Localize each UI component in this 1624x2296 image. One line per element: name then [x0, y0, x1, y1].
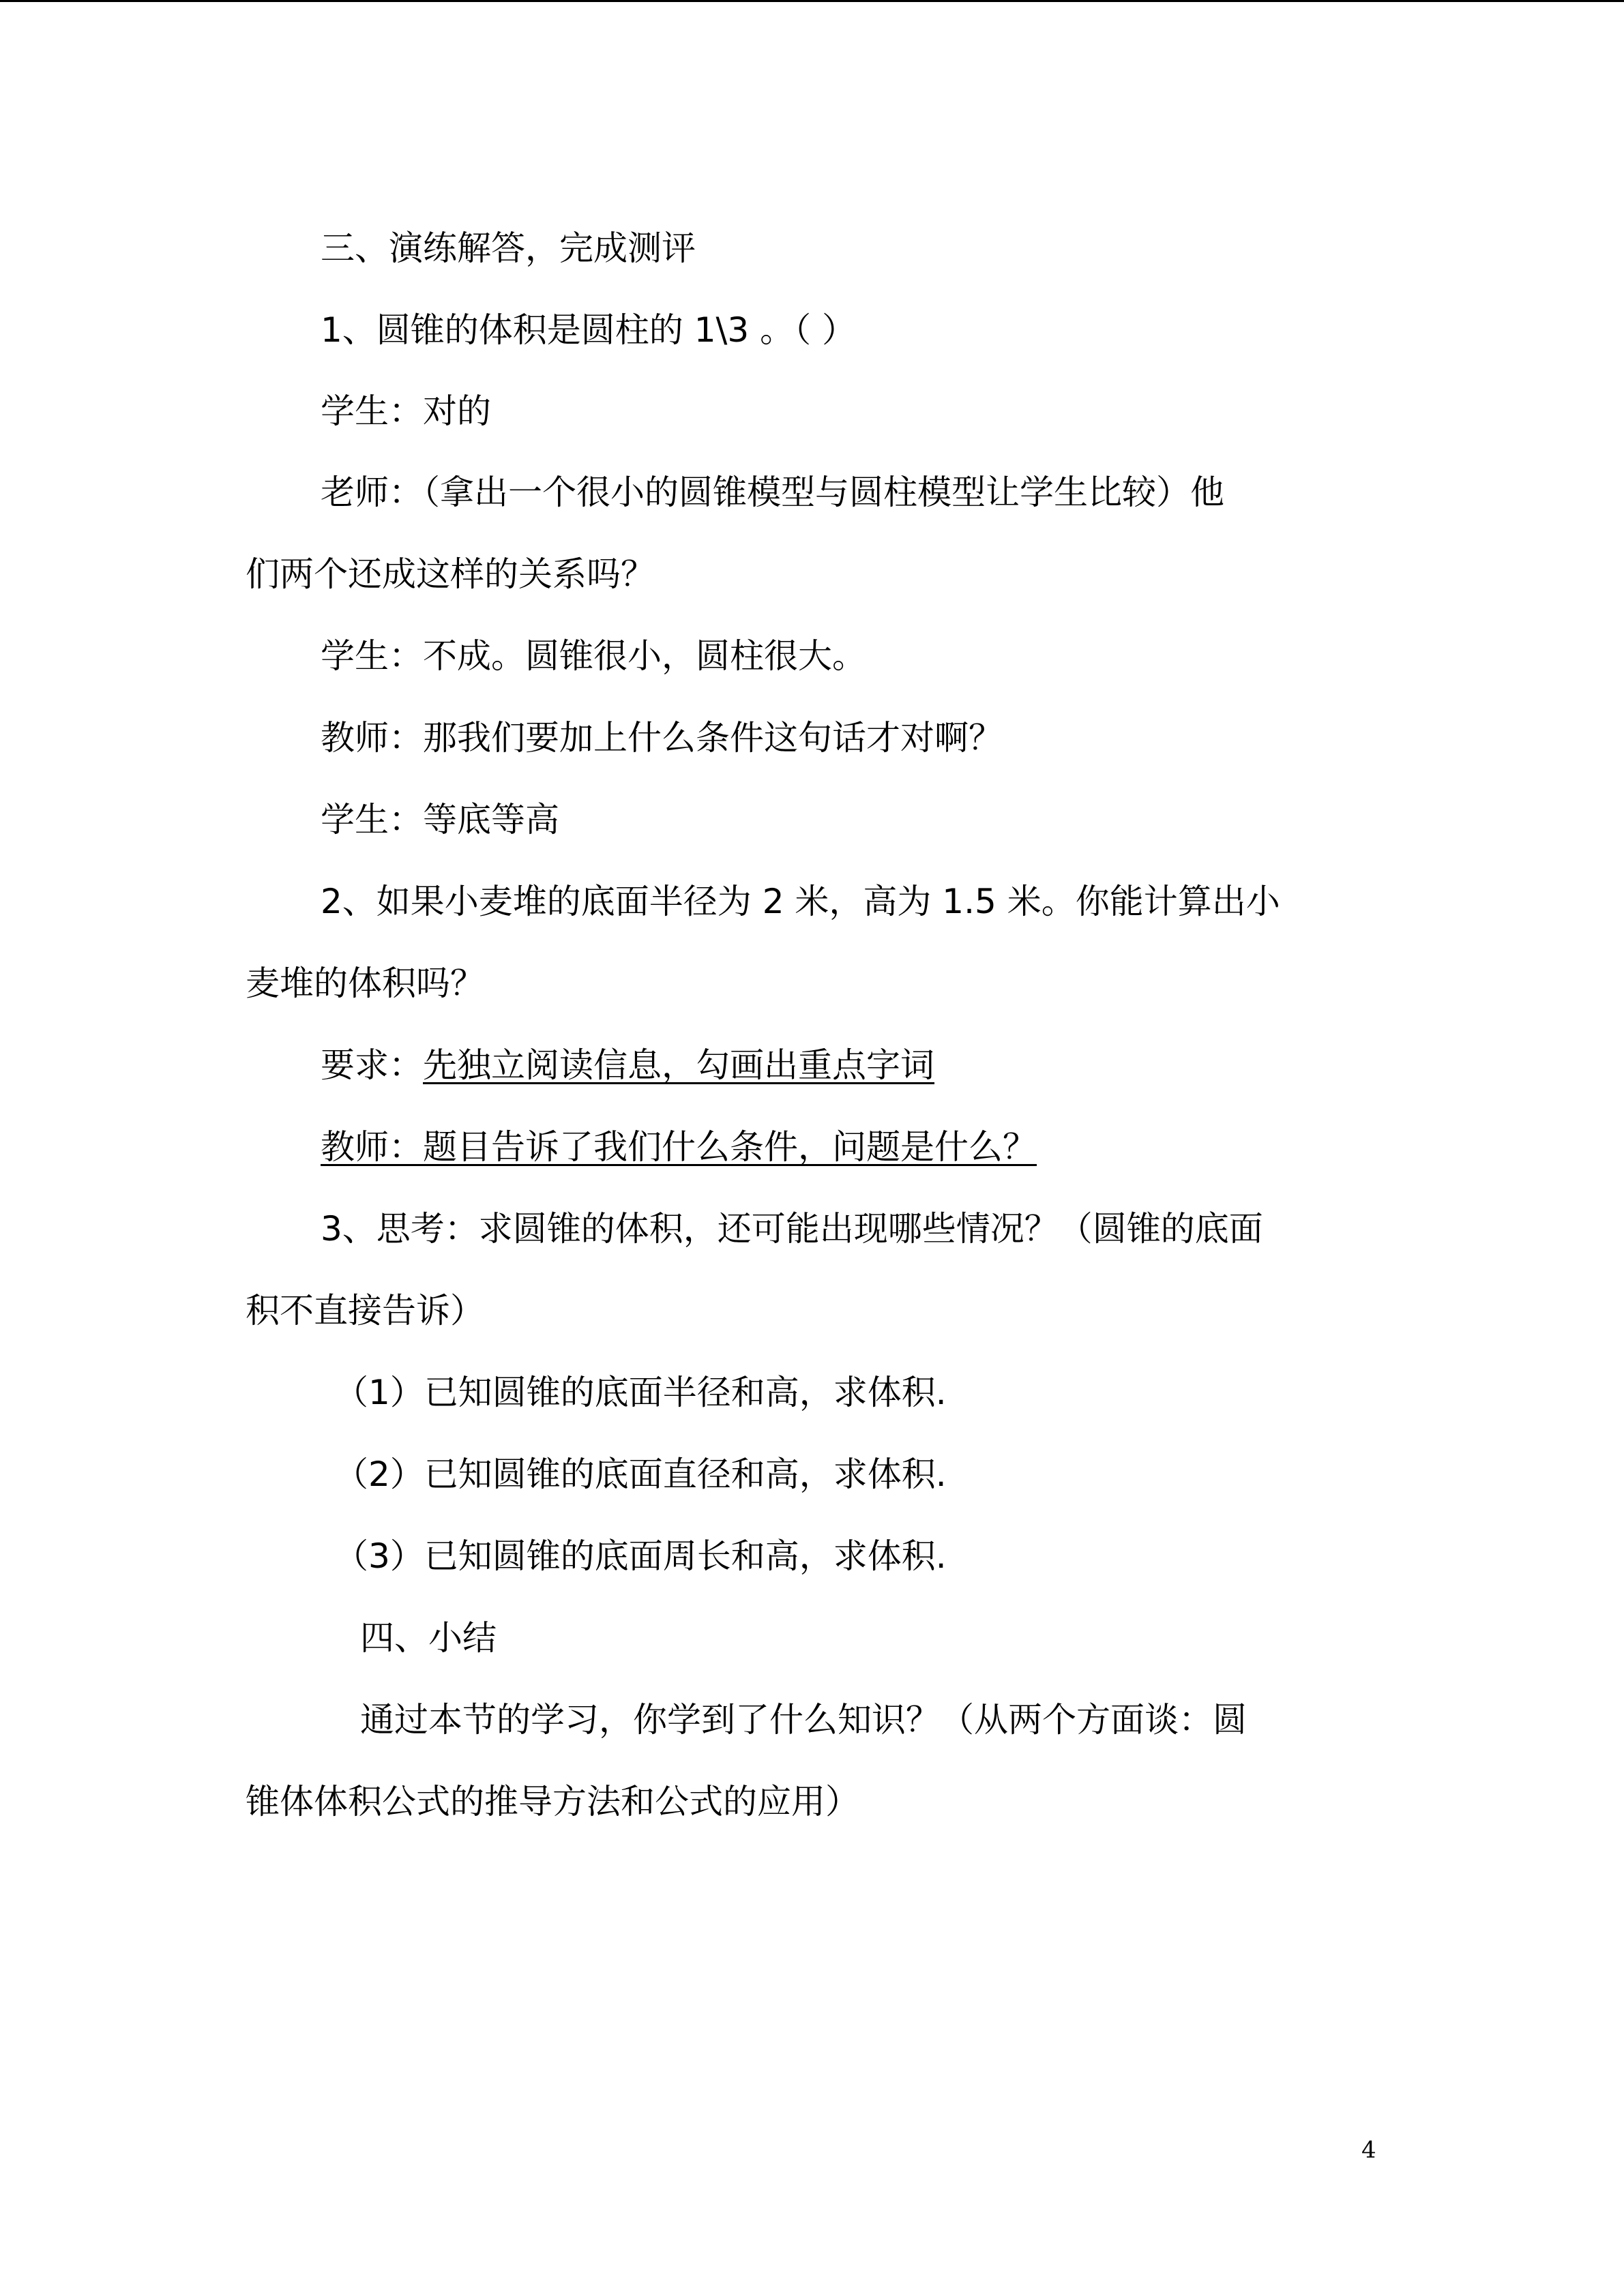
teacher-question-2: 教师：那我们要加上什么条件这句话才对啊？ [321, 718, 1003, 758]
question-2: 2、如果小麦堆的底面半径为 2 米，高为 1.5 米。你能计算出小 [321, 882, 1280, 921]
section-heading-summary: 四、小结 [360, 1618, 497, 1658]
section-heading-practice: 三、演练解答，完成测评 [321, 228, 696, 268]
teacher-question-1: 老师：（拿出一个很小的圆锥模型与圆柱模型让学生比较）他 [321, 473, 1224, 512]
case-2: （2）已知圆锥的底面直径和高，求体积. [334, 1455, 947, 1494]
case-1: （1）已知圆锥的底面半径和高，求体积. [334, 1373, 947, 1412]
question-2-cont: 麦堆的体积吗？ [246, 964, 484, 1003]
student-answer-3: 学生：等底等高 [321, 800, 559, 839]
requirement-text: 先独立阅读信息，勾画出重点字词 [423, 1045, 934, 1085]
requirement-label: 要求： [321, 1045, 423, 1085]
question-1: 1、圆锥的体积是圆柱的 1\3 。（ ） [321, 310, 856, 350]
student-answer-2: 学生：不成。圆锥很小，圆柱很大。 [321, 636, 866, 676]
teacher-question-3: 教师：题目告诉了我们什么条件，问题是什么？ [321, 1127, 1037, 1167]
student-answer-1: 学生：对的 [321, 391, 491, 431]
summary-text-cont: 锥体体积公式的推导方法和公式的应用） [246, 1782, 859, 1821]
question-3-cont: 积不直接告诉） [246, 1291, 484, 1330]
summary-text: 通过本节的学习，你学到了什么知识？（从两个方面谈：圆 [360, 1700, 1247, 1740]
teacher-question-1-cont: 们两个还成这样的关系吗？ [246, 554, 655, 594]
requirement-line [321, 1043, 934, 1087]
page-top-border [0, 0, 1624, 2]
question-3: 3、思考：求圆锥的体积，还可能出现哪些情况？（圆锥的底面 [321, 1209, 1263, 1249]
page-number: 4 [1361, 2136, 1376, 2164]
case-3: （3）已知圆锥的底面周长和高，求体积. [334, 1536, 947, 1576]
